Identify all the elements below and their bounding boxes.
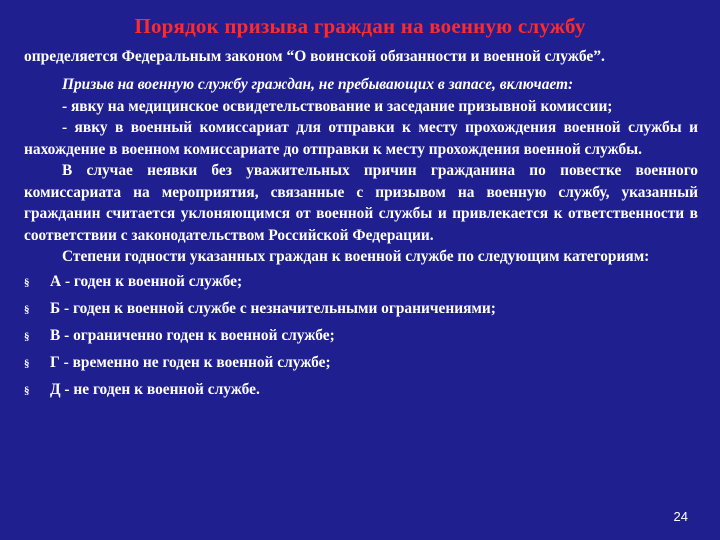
point-medical: - явку на медицинское освидетельствование и заседание призывной комиссии; xyxy=(62,97,613,115)
category-g: Г - временно не годен к военной службе; xyxy=(50,353,331,371)
page-number: 24 xyxy=(673,509,688,524)
bullet-icon: § xyxy=(24,384,30,397)
list-item xyxy=(24,376,698,403)
evasion-paragraph: В случае неявки без уважительных причин гражданина по повестке военного комиссариата на мероприятия, связанные с призывом на военную службу, указанный гражданин считается уклоняющимся от военной службы и привлекается к ответственности в соответствии с законодательством Российской Федерации. xyxy=(24,162,698,244)
bullet-icon: § xyxy=(24,330,30,343)
slide-subtitle: определяется Федеральным законом “О воинской обязанности и военной службе”. xyxy=(24,48,605,65)
category-v: В - ограниченно годен к военной службе; xyxy=(50,326,335,344)
point-commissariat: - явку в военный комиссариат для отправки к месту прохождения военной службы и нахождение в военном комиссариате до отправки к месту прохождения военной службы. xyxy=(24,119,698,158)
slide-title: Порядок призыва граждан на военную службу xyxy=(134,14,586,38)
category-d: Д - не годен к военной службе. xyxy=(50,380,260,398)
fitness-categories-list xyxy=(24,268,698,403)
list-item xyxy=(24,295,698,322)
list-item xyxy=(24,322,698,349)
list-item xyxy=(24,349,698,376)
list-item xyxy=(24,268,698,295)
bullet-icon: § xyxy=(24,357,30,370)
bullet-icon: § xyxy=(24,303,30,316)
intro-paragraph: Призыв на военную службу граждан, не пребывающих в запасе, включает: xyxy=(62,76,574,93)
slide-body xyxy=(24,74,698,403)
category-b: Б - годен к военной службе с незначительными ограничениями; xyxy=(50,299,496,317)
categories-paragraph: Степени годности указанных граждан к военной службе по следующим категориям: xyxy=(62,248,650,265)
category-a: А - годен к военной службе; xyxy=(50,272,243,290)
bullet-icon: § xyxy=(24,276,30,289)
